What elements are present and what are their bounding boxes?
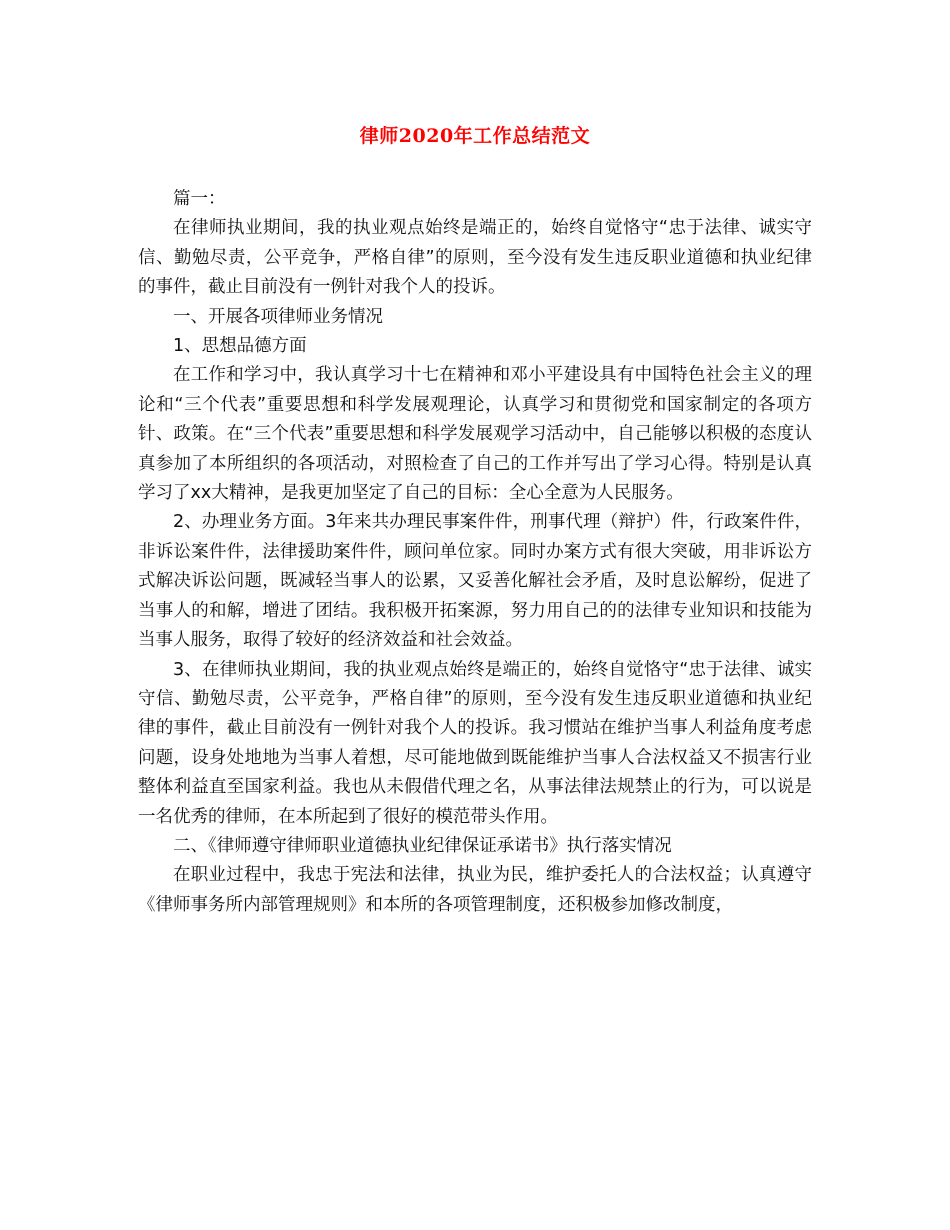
paragraph-business: 2、办理业务方面。3年来共办理民事案件件，刑事代理（辩护）件，行政案件件，非诉讼案件件，法律援助案件件，顾问单位家。同时办案方式有很大突破，用非诉讼方式解决诉讼问题，既减轻当事人的讼累，又妥善化解社会矛盾，及时息讼解纷，促进了当事人的和解，增进了团结。我积极开拓案源，努力用自己的的法律专业知识和技能为当事人服务，取得了较好的经济效益和社会效益。 [138,512,812,651]
paragraph-section-label: 篇一： [173,189,226,209]
heading-section-two: 二、《律师遵守律师职业道德执业纪律保证承诺书》执行落实情况 [173,835,672,856]
paragraph-conduct: 3、在律师执业期间，我的执业观点始终是端正的，始终自觉恪守“忠于法律、诚实守信、勤勉尽责，公平竞争，严格自律”的原则，至今没有发生违反职业道德和执业纪律的事件，截止目前没有一例针对我个人的投诉。我习惯站在维护当事人利益角度考虑问题，设身处地地为当事人着想，尽可能地做到既能维护当事人合法权益又不损害行业整体利益直至国家利益。我也从未假借代理之名，从事法律法规禁止的行为，可以说是一名优秀的律师，在本所起到了很好的模范带头作用。 [138,659,812,827]
paragraph-ideology: 在工作和学习中，我认真学习十七在精神和邓小平建设具有中国特色社会主义的理论和“三个代表”重要思想和科学发展观理论，认真学习和贯彻党和国家制定的各项方针、政策。在“三个代表”重要思想和科学发展观学习活动中，自己能够以积极的态度认真参加了本所组织的各项活动，对照检查了自己的工作并写出了学习心得。特别是认真学习了xx大精神，是我更加坚定了自己的目标：全心全意为人民服务。 [138,365,812,504]
paragraph-compliance: 在职业过程中，我忠于宪法和法律，执业为民，维护委托人的合法权益；认真遵守《律师事务所内部管理规则》和本所的各项管理制度，还积极参加修改制度， [138,865,812,915]
heading-ideology: 1、思想品德方面 [173,336,307,357]
document-title: 律师2020年工作总结范文 [359,125,591,147]
document-body [138,185,812,920]
heading-section-one: 一、开展各项律师业务情况 [173,306,383,327]
paragraph-intro: 在律师执业期间，我的执业观点始终是端正的，始终自觉恪守“忠于法律、诚实守信、勤勉尽责，公平竞争，严格自律”的原则，至今没有发生违反职业道德和执业纪律的事件，截止目前没有一例针对我个人的投诉。 [138,218,812,298]
